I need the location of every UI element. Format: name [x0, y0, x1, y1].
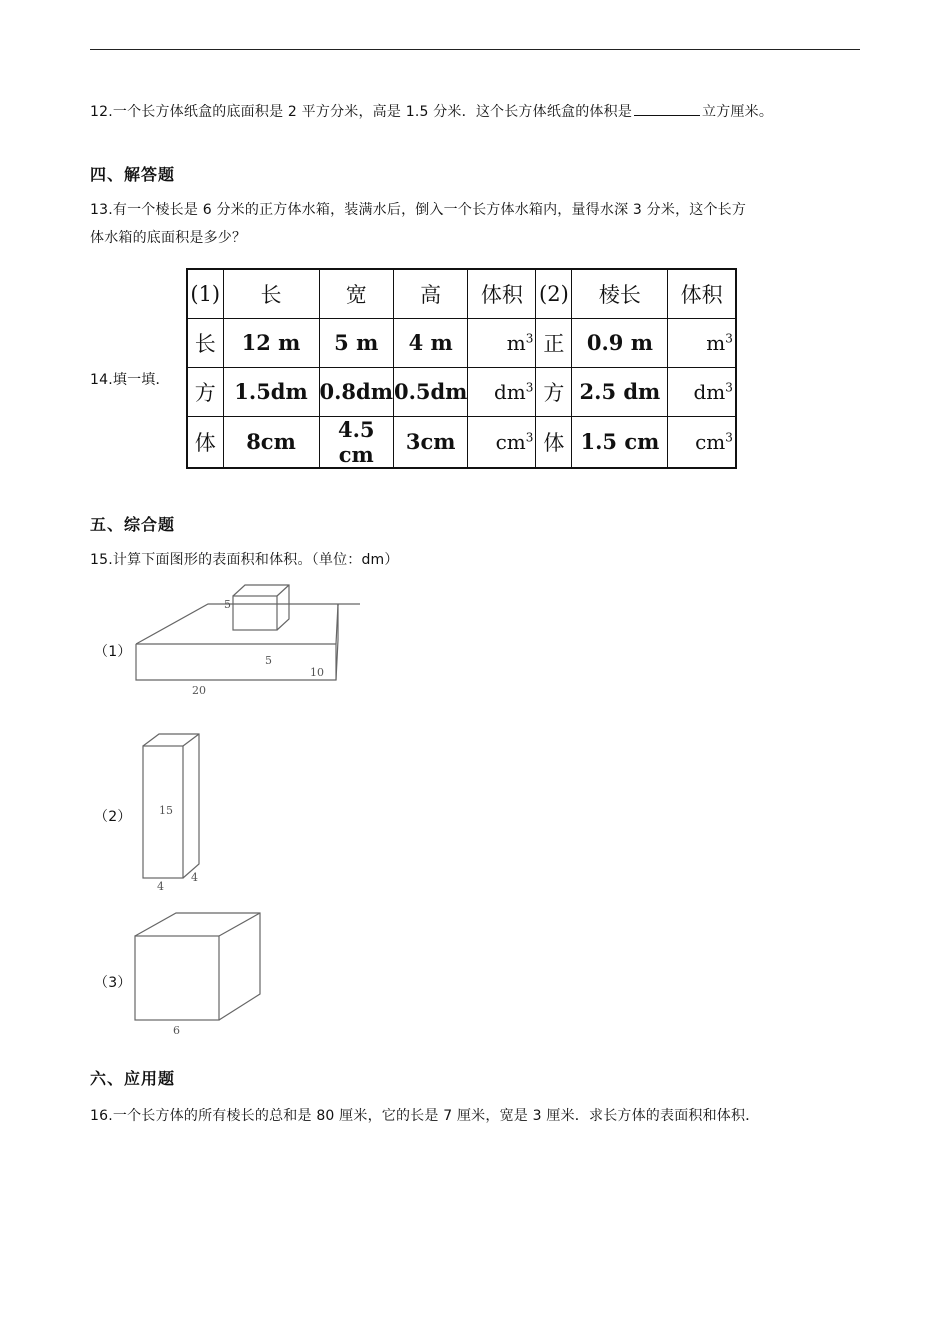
cuboid-label-char: 长: [187, 318, 223, 367]
cuboid-label-char: 体: [187, 416, 223, 468]
q13-line-2: 体水箱的底面积是多少？: [90, 230, 247, 246]
fig1-depth-label: 10: [310, 666, 324, 679]
fig2-height-label: 15: [159, 804, 173, 817]
unit: cm: [495, 429, 526, 454]
table-row: [187, 416, 736, 468]
fig1-label: （1）: [94, 644, 132, 660]
section-5-title: 五、综合题: [90, 515, 176, 534]
unit: cm: [695, 429, 726, 454]
header-width: 宽: [319, 269, 393, 318]
exponent: 3: [725, 379, 733, 394]
figure-1-composite-solid: [120, 580, 360, 702]
cell-volume-answer-2[interactable]: [668, 416, 736, 468]
table-row: [187, 367, 736, 416]
fig2-label: （2）: [94, 809, 132, 825]
q14-label: 14.填一填．: [90, 372, 170, 388]
exponent: 3: [525, 330, 534, 345]
base-front-face: [136, 644, 336, 680]
cell-volume-answer[interactable]: [468, 416, 536, 468]
fig1-height-label: 5: [265, 654, 272, 667]
unit: m: [506, 330, 526, 355]
fig3-label: （3）: [94, 975, 132, 991]
table-header-row: [187, 269, 736, 318]
cell-height: 3cm: [393, 416, 467, 468]
fig3-back-edges: [135, 913, 260, 1020]
fill-in-table: [186, 268, 737, 469]
fig2-depth-label: 4: [191, 871, 198, 884]
question-16: 16.一个长方体的所有棱长的总和是 80 厘米，它的长是 7 厘米，宽是 3 厘米．求长方体的表面积和体积．: [90, 1108, 760, 1124]
fig1-length-label: 20: [192, 684, 206, 697]
cell-edge: 2.5 dm: [572, 367, 668, 416]
cell-length: 8cm: [223, 416, 319, 468]
header-volume-2: 体积: [668, 269, 736, 318]
cell-volume-answer-2[interactable]: [668, 367, 736, 416]
unit: dm: [693, 379, 726, 404]
figure-2-tall-cuboid: [135, 728, 210, 896]
fig3-front-face: [135, 936, 219, 1020]
q13-line-1: 13.有一个棱长是 6 分米的正方体水箱，装满水后，倒入一个长方体水箱内，量得水深 3 分米，这个长方: [90, 202, 747, 218]
cell-width: 0.8dm: [319, 367, 393, 416]
question-12: [90, 98, 773, 126]
exponent: 3: [525, 429, 534, 444]
header-rule: [90, 49, 860, 50]
table-row: [187, 318, 736, 367]
header-height: 高: [393, 269, 467, 318]
cell-width: 5 m: [319, 318, 393, 367]
cube-back-edges: [233, 585, 289, 630]
unit: m: [706, 330, 726, 355]
cell-edge: 0.9 m: [572, 318, 668, 367]
cube-label-char: 正: [536, 318, 572, 367]
answer-blank[interactable]: [634, 100, 700, 116]
fig3-edge-label: 6: [173, 1024, 180, 1037]
exponent: 3: [525, 379, 534, 394]
exponent: 3: [725, 330, 733, 345]
base-top-edge: [136, 604, 360, 644]
cell-length: 1.5dm: [223, 367, 319, 416]
fig1-cube-label: 5: [224, 598, 231, 611]
cell-edge: 1.5 cm: [572, 416, 668, 468]
header-volume: 体积: [468, 269, 536, 318]
cell-height: 0.5dm: [393, 367, 467, 416]
question-13: [90, 196, 746, 252]
fig2-width-label: 4: [157, 880, 164, 893]
figure-3-cube: [128, 906, 270, 1038]
header-edge: 棱长: [572, 269, 668, 318]
cube-label-char: 体: [536, 416, 572, 468]
cell-length: 12 m: [223, 318, 319, 367]
q12-unit: 立方厘米。: [702, 104, 774, 120]
part-2-label: (2): [536, 269, 572, 318]
cube-front-face: [233, 596, 277, 630]
cell-volume-answer[interactable]: [468, 367, 536, 416]
header-length: 长: [223, 269, 319, 318]
cell-height: 4 m: [393, 318, 467, 367]
q15-text: 15.计算下面图形的表面积和体积。（单位：dm）: [90, 552, 399, 568]
part-1-label: (1): [187, 269, 223, 318]
cube-label-char: 方: [536, 367, 572, 416]
cell-volume-answer-2[interactable]: [668, 318, 736, 367]
section-6-title: 六、应用题: [90, 1069, 176, 1088]
cell-width: 4.5 cm: [319, 416, 393, 468]
cell-volume-answer[interactable]: [468, 318, 536, 367]
cuboid-label-char: 方: [187, 367, 223, 416]
exponent: 3: [725, 429, 733, 444]
q12-text: 12.一个长方体纸盒的底面积是 2 平方分米，高是 1.5 分米．这个长方体纸盒的体积是: [90, 104, 633, 120]
unit: dm: [493, 379, 526, 404]
section-4-title: 四、解答题: [90, 165, 176, 184]
